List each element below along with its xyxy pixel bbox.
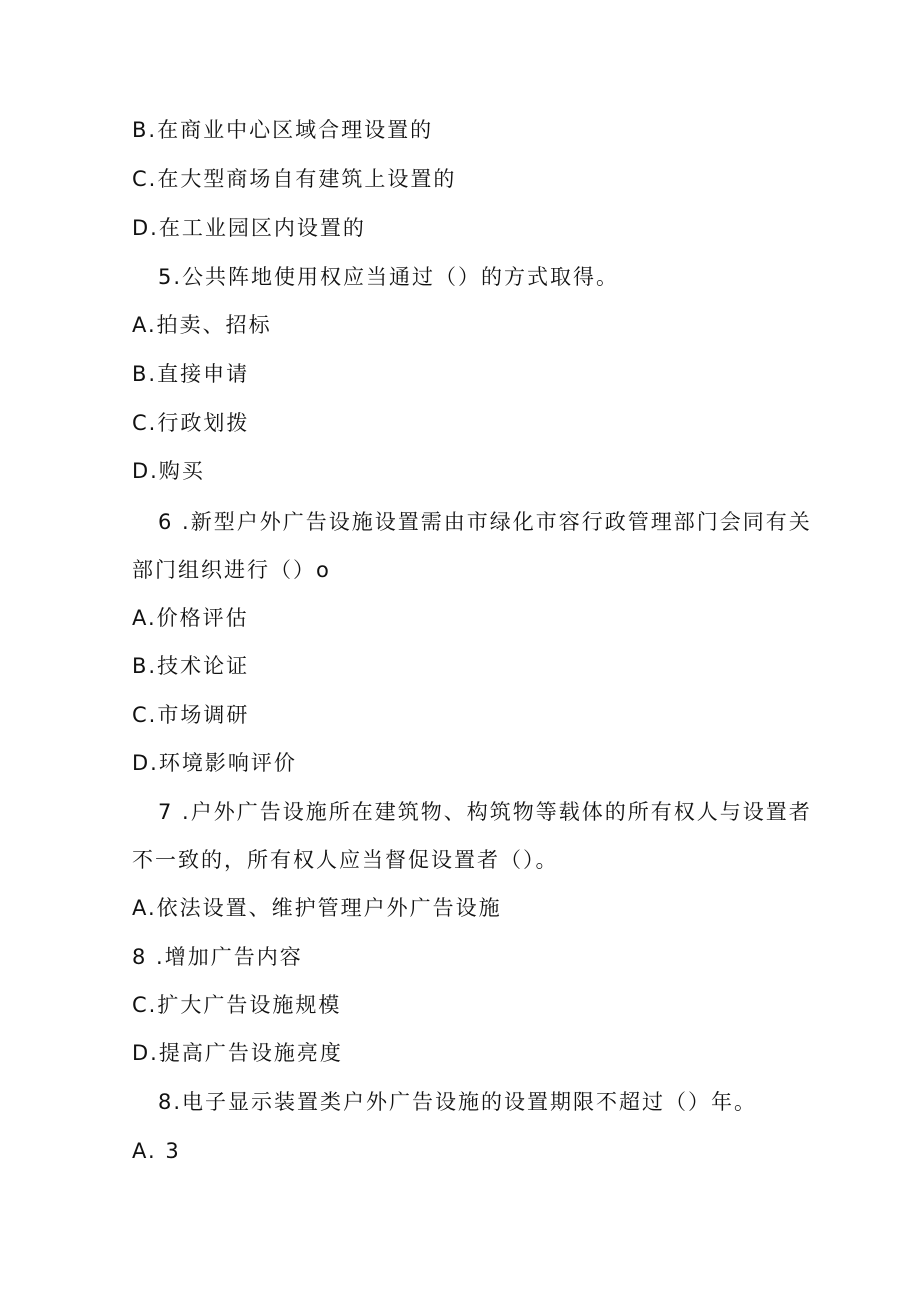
option-c-q5: C.行政划拨: [132, 411, 250, 435]
option-b-q4: B.在商业中心区域合理设置的: [132, 118, 434, 142]
option-a-q5: A.拍卖、招标: [132, 313, 272, 337]
question-7-line-1: 7 .户外广告设施所在建筑物、构筑物等载体的所有权人与设置者: [158, 800, 812, 824]
question-7-line-2: 不一致的，所有权人应当督促设置者（）。: [132, 848, 559, 872]
option-d-q6: D.环境影响评价: [132, 751, 297, 775]
option-a-q6: A.价格评估: [132, 606, 249, 630]
option-d-q7: D.提高广告设施亮度: [132, 1041, 343, 1065]
option-b-q5: B.直接申请: [132, 362, 250, 386]
question-6-line-2: 部门组织进行（）o: [132, 558, 331, 582]
option-b-q7: 8 .增加广告内容: [132, 945, 303, 969]
option-a-q8: A. 3: [132, 1139, 181, 1163]
option-c-q6: C.市场调研: [132, 703, 250, 727]
option-d-q5: D.购买: [132, 459, 205, 483]
option-c-q7: C.扩大广告设施规模: [132, 993, 342, 1017]
option-a-q7: A.依法设置、维护管理户外广告设施: [132, 896, 502, 920]
option-c-q4: C.在大型商场自有建筑上设置的: [132, 167, 457, 191]
question-8: 8.电子显示装置类户外广告设施的设置期限不超过（）年。: [158, 1090, 758, 1114]
question-6-line-1: 6 .新型户外广告设施设置需由市绿化市容行政管理部门会同有关: [158, 510, 812, 534]
option-d-q4: D.在工业园区内设置的: [132, 216, 366, 240]
question-5: 5.公共阵地使用权应当通过（）的方式取得。: [158, 265, 620, 289]
option-b-q6: B.技术论证: [132, 654, 250, 678]
